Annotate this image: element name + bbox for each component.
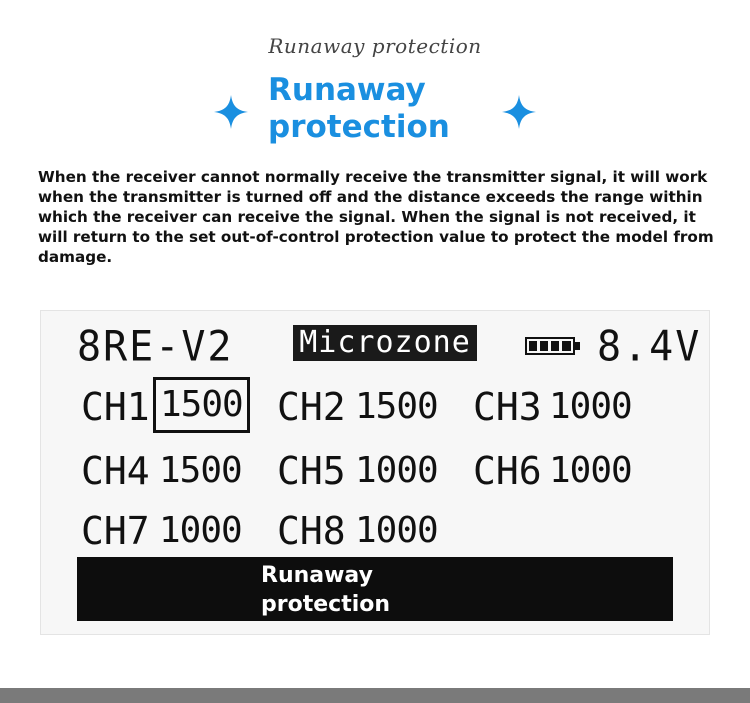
channel-label: CH4 [81,449,150,493]
footer-divider [0,688,750,703]
model-name: 8RE-V2 [77,322,234,372]
channel-label: CH2 [277,385,346,429]
status-text-line2: protection [261,592,391,617]
description-text: When the receiver cannot normally receive the transmitter signal, it will work when the transmitter is turned off and the distance exceeds the range within which the receiver can receive the signal. When the signal is not received, it will return to the set out-of-control protection value to protect the model from damage. [38,168,714,266]
channel-value-selected[interactable]: 1500 [153,377,250,433]
page-title [268,72,468,146]
sparkle-icon [502,95,536,129]
channel-value: 1000 [549,450,632,491]
status-text-line1: Runaway [261,563,373,588]
status-bar [77,557,673,621]
voltage-readout: 8.4V [597,322,702,372]
page-title-line1: Runaway [268,72,426,108]
brand-badge: Microzone [293,325,477,361]
channel-value: 1500 [355,386,438,427]
channel-label: CH3 [473,385,542,429]
lcd-screen [40,310,710,635]
channel-value: 1000 [549,386,632,427]
script-title: Runaway protection [268,34,482,58]
channel-label: CH1 [81,385,150,429]
channel-value: 1500 [159,450,242,491]
channel-value: 1000 [355,510,438,551]
channel-label: CH6 [473,449,542,493]
battery-icon [525,337,581,355]
channel-label: CH5 [277,449,346,493]
status-text [261,561,390,619]
page-title-line2: protection [268,109,450,145]
channel-value: 1000 [159,510,242,551]
sparkle-icon [214,95,248,129]
channel-value: 1000 [355,450,438,491]
channel-label: CH7 [81,509,150,553]
channel-label: CH8 [277,509,346,553]
